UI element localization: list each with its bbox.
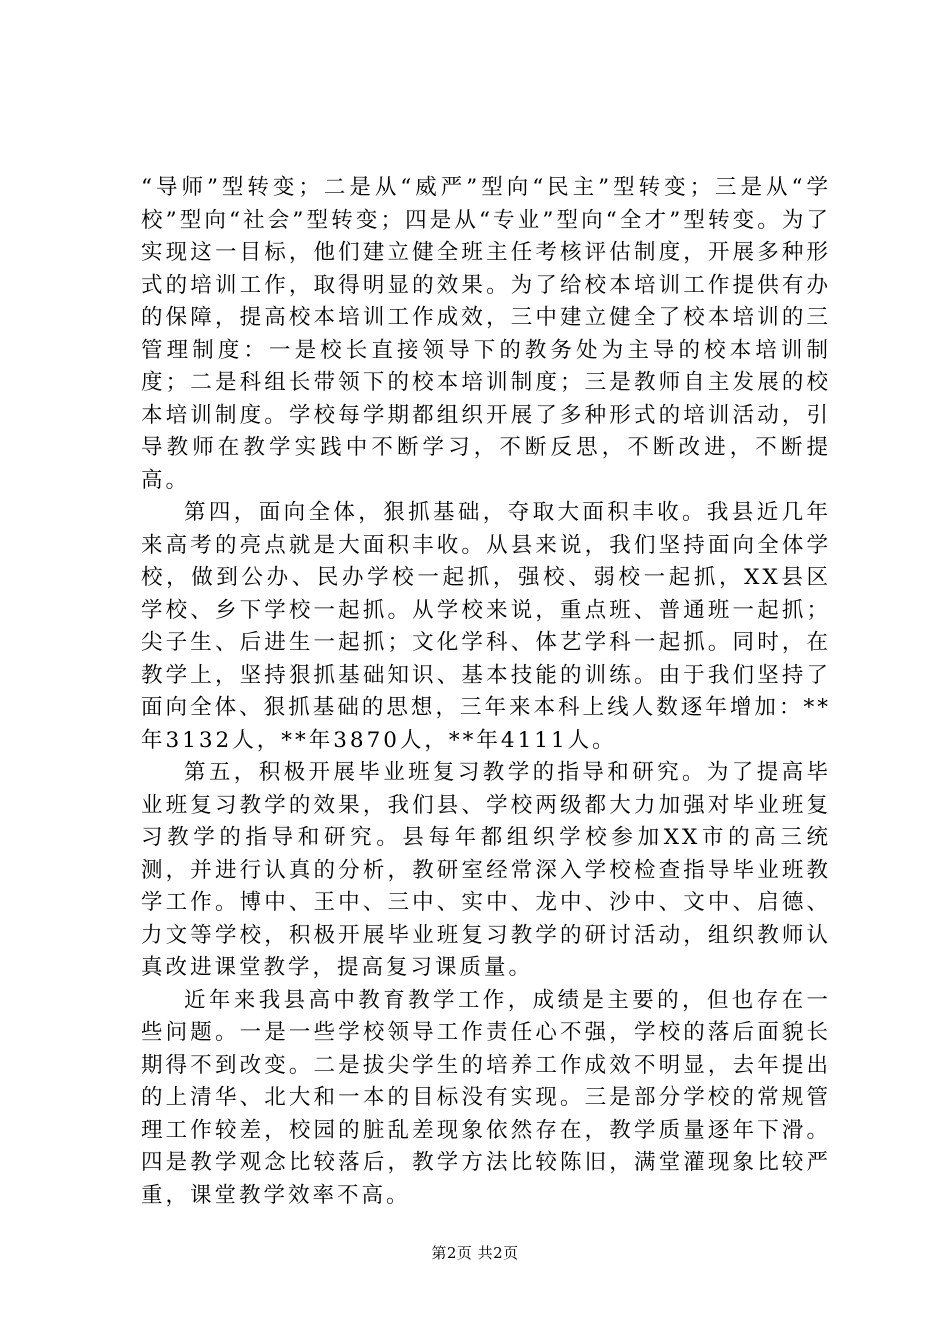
page-number-footer: 第2页 共2页 — [431, 1244, 519, 1262]
paragraph-fifth: 第五，积极开展毕业班复习教学的指导和研究。为了提高毕业班复习教学的效果，我们县、学校两级都大力加强对毕业班复习教学的指导和研究。县每年都组织学校参加XX市的高三统测，并进行认真的分析，教研室经常深入学校检查指导毕业班教学工作。博中、王中、三中、实中、龙中、沙中、文中、启德、力文等学校，积极开展毕业班复习教学的研讨活动，组织教师认真改进课堂教学，提高复习课质量。 — [141, 760, 831, 980]
paragraph-problems: 近年来我县高中教育教学工作，成绩是主要的，但也存在一些问题。一是一些学校领导工作责任心不强，学校的落后面貌长期得不到改变。二是拔尖学生的培养工作成效不明显，去年提出的上清华、北大和一本的目标没有实现。三是部分学校的常规管理工作较差，校园的脏乱差现象依然存在，教学质量逐年下滑。四是教学观念比较落后，教学方法比较陈旧，满堂灌现象比较严重，课堂教学效率不高。 — [141, 987, 831, 1208]
paragraph-continuation: “导师”型转变；二是从“威严”型向“民主”型转变；三是从“学校”型向“社会”型转变；四是从“专业”型向“全才”型转变。为了实现这一目标，他们建立健全班主任考核评估制度，开展多种形式的培训工作，取得明显的效果。为了给校本培训工作提供有办的保障，提高校本培训工作成效，三中建立健全了校本培训的三管理制度：一是校长直接领导下的教务处为主导的校本培训制度；二是科组长带领下的校本培训制度；三是教师自主发展的校本培训制度。学校每学期都组织开展了多种形式的培训活动，引导教师在教学实践中不断学习，不断反思，不断改进，不断提高。 — [141, 175, 831, 493]
paragraph-fourth: 第四，面向全体，狠抓基础，夺取大面积丰收。我县近几年来高考的亮点就是大面积丰收。从县来说，我们坚持面向全体学校，做到公办、民办学校一起抓，强校、弱校一起抓，XX县区学校、乡下学校一起抓。从学校来说，重点班、普通班一起抓；尖子生、后进生一起抓；文化学科、体艺学科一起抓。同时，在教学上，坚持狠抓基础知识、基本技能的训练。由于我们坚持了面向全体、狠抓基础的思想，三年来本科上线人数逐年增加：**年3132人，**年3870人，**年4111人。 — [141, 500, 831, 753]
document-body — [141, 172, 831, 1212]
